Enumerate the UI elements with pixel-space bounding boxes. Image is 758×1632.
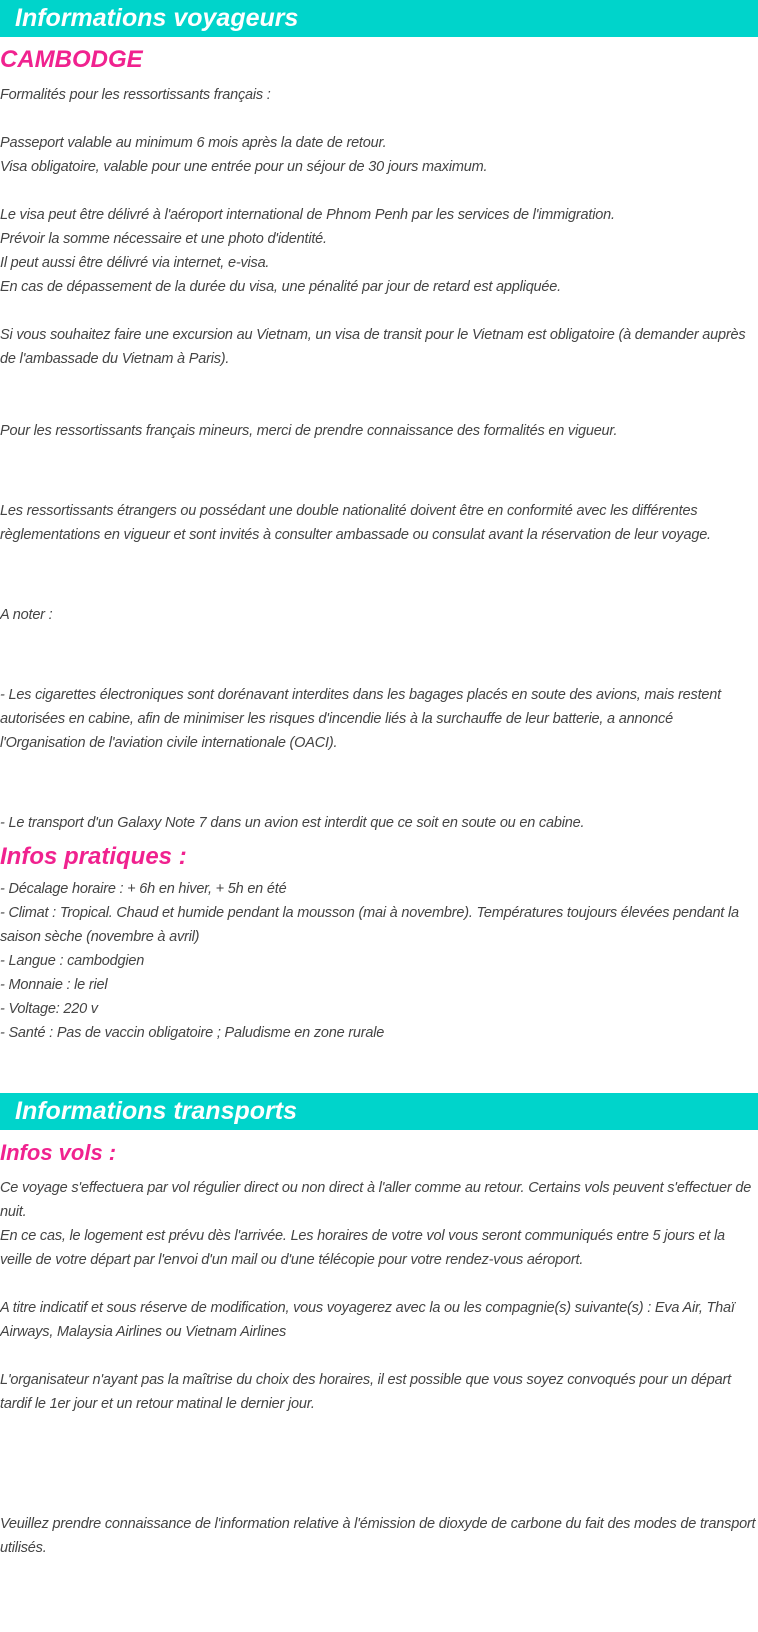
visa-evisa-line: Il peut aussi être délivré via internet, e-visa.	[0, 255, 270, 271]
note-label: A noter :	[0, 607, 53, 623]
flights-info-title: Infos vols :	[0, 1140, 117, 1165]
visa-penalty-line: En cas de dépassement de la durée du visa, une pénalité par jour de retard est appliquée.	[0, 279, 561, 295]
section-banner-voyageurs: Informations voyageurs	[0, 0, 758, 37]
practical-item: - Climat : Tropical. Chaud et humide pendant la mousson (mai à novembre). Températures toujours élevées pendant la saison sèche (novembre à avril)	[0, 905, 739, 945]
vietnam-transit-paragraph: Si vous souhaitez faire une excursion au Vietnam, un visa de transit pour le Vietnam est obligatoire (à demander auprès de l'ambassade du Vietnam à Paris).	[0, 327, 746, 367]
minors-paragraph: Pour les ressortissants français mineurs, merci de prendre connaissance des formalités en vigueur.	[0, 423, 618, 439]
section-banner-transports: Informations transports	[0, 1093, 758, 1130]
formalites-label: Formalités pour les ressortissants français :	[0, 87, 271, 103]
flight-regular-paragraph: Ce voyage s'effectuera par vol régulier direct ou non direct à l'aller comme au retour. Certains vols peuvent s'effectuer de nuit.	[0, 1180, 752, 1220]
passport-line: Passeport valable au minimum 6 mois après la date de retour.	[0, 135, 387, 151]
practical-item: - Monnaie : le riel	[0, 977, 108, 993]
co2-paragraph: Veuillez prendre connaissance de l'information relative à l'émission de dioxyde de carbone du fait des modes de transport utilisés.	[0, 1516, 756, 1556]
practical-info-title: Infos pratiques :	[0, 843, 187, 870]
organizer-schedule-paragraph: L'organisateur n'ayant pas la maîtrise du choix des horaires, il est possible que vous soyez convoqués pour un départ tardif le 1er jour et un retour matinal le dernier jour.	[0, 1372, 731, 1412]
visa-airport-line: Le visa peut être délivré à l'aéroport international de Phnom Penh par les services de l'immigration.	[0, 207, 615, 223]
visa-line: Visa obligatoire, valable pour une entrée pour un séjour de 30 jours maximum.	[0, 159, 488, 175]
airlines-paragraph: A titre indicatif et sous réserve de modification, vous voyagerez avec la ou les compagnie(s) suivante(s) : Eva Air, Thaï Airways, Malaysia Airlines ou Vietnam Airlines	[0, 1300, 735, 1340]
practical-item: - Décalage horaire : + 6h en hiver, + 5h en été	[0, 881, 287, 897]
flight-schedule-paragraph: En ce cas, le logement est prévu dès l'arrivée. Les horaires de votre vol vous seront communiqués entre 5 jours et la veille de votre départ par l'envoi d'un mail ou d'une télécopie pour votre rendez-vous aéroport.	[0, 1228, 725, 1268]
practical-item: - Voltage: 220 v	[0, 1001, 98, 1017]
practical-item: - Langue : cambodgien	[0, 953, 145, 969]
ecigarette-paragraph: - Les cigarettes électroniques sont dorénavant interdites dans les bagages placés en soute des avions, mais restent autorisées en cabine, afin de minimiser les risques d'incendie liés à la surchauffe de leur batterie, a annoncé l'Organisation de l'aviation civile internationale (OACI).	[0, 687, 721, 751]
country-title: CAMBODGE	[0, 46, 143, 73]
visa-photo-line: Prévoir la somme nécessaire et une photo d'identité.	[0, 231, 327, 247]
galaxy-note-paragraph: - Le transport d'un Galaxy Note 7 dans un avion est interdit que ce soit en soute ou en cabine.	[0, 815, 585, 831]
foreign-nationals-paragraph: Les ressortissants étrangers ou possédant une double nationalité doivent être en conformité avec les différentes règlementations en vigueur et sont invités à consulter ambassade ou consulat avant la réservation de leur voyage.	[0, 503, 711, 543]
practical-item: - Santé : Pas de vaccin obligatoire ; Paludisme en zone rurale	[0, 1025, 385, 1041]
